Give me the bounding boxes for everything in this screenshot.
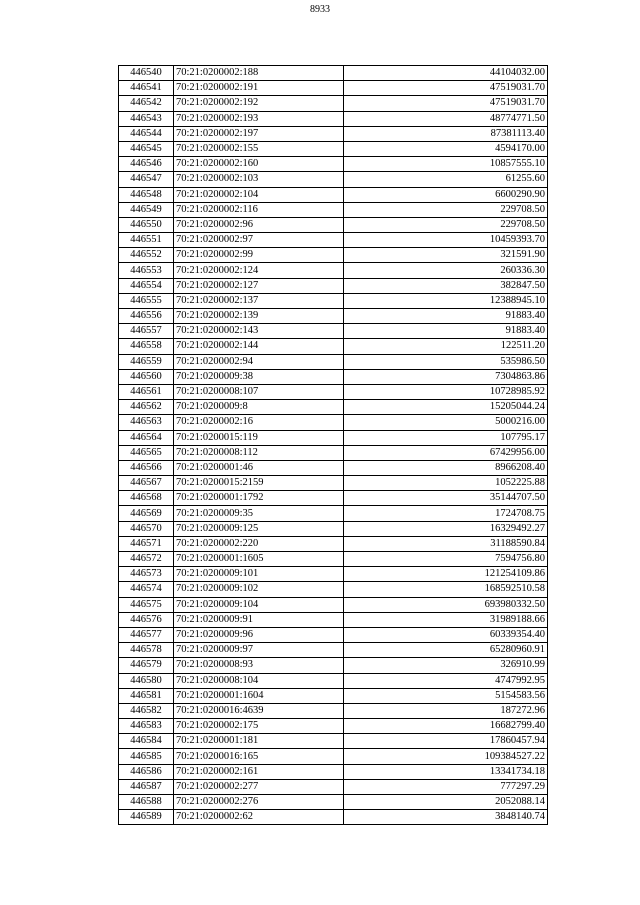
value-cell: 47519031.70 bbox=[344, 96, 548, 111]
row-number-cell: 446546 bbox=[119, 157, 174, 172]
table-row bbox=[119, 719, 548, 734]
table-row bbox=[119, 703, 548, 718]
table-row bbox=[119, 81, 548, 96]
cadastral-number-cell: 70:21:0200001:46 bbox=[174, 460, 344, 475]
table-row bbox=[119, 111, 548, 126]
value-cell: 15205044.24 bbox=[344, 400, 548, 415]
row-number-cell: 446541 bbox=[119, 81, 174, 96]
row-number-cell: 446550 bbox=[119, 217, 174, 232]
row-number-cell: 446555 bbox=[119, 293, 174, 308]
row-number-cell: 446548 bbox=[119, 187, 174, 202]
cadastral-number-cell: 70:21:0200002:191 bbox=[174, 81, 344, 96]
value-cell: 10857555.10 bbox=[344, 157, 548, 172]
row-number-cell: 446578 bbox=[119, 643, 174, 658]
cadastral-number-cell: 70:21:0200002:97 bbox=[174, 233, 344, 248]
row-number-cell: 446560 bbox=[119, 369, 174, 384]
row-number-cell: 446569 bbox=[119, 506, 174, 521]
value-cell: 168592510.58 bbox=[344, 582, 548, 597]
cadastral-number-cell: 70:21:0200002:127 bbox=[174, 278, 344, 293]
table-row bbox=[119, 673, 548, 688]
row-number-cell: 446576 bbox=[119, 612, 174, 627]
cadastral-number-cell: 70:21:0200008:107 bbox=[174, 384, 344, 399]
table-row bbox=[119, 217, 548, 232]
table-row bbox=[119, 233, 548, 248]
cadastral-number-cell: 70:21:0200002:94 bbox=[174, 354, 344, 369]
table-row bbox=[119, 552, 548, 567]
row-number-cell: 446584 bbox=[119, 734, 174, 749]
row-number-cell: 446574 bbox=[119, 582, 174, 597]
cadastral-number-cell: 70:21:0200009:97 bbox=[174, 643, 344, 658]
value-cell: 48774771.50 bbox=[344, 111, 548, 126]
value-cell: 121254109.86 bbox=[344, 567, 548, 582]
row-number-cell: 446559 bbox=[119, 354, 174, 369]
table-row bbox=[119, 309, 548, 324]
value-cell: 107795.17 bbox=[344, 430, 548, 445]
table-row bbox=[119, 597, 548, 612]
row-number-cell: 446557 bbox=[119, 324, 174, 339]
cadastral-number-cell: 70:21:0200002:276 bbox=[174, 795, 344, 810]
value-cell: 321591.90 bbox=[344, 248, 548, 263]
table-row bbox=[119, 627, 548, 642]
row-number-cell: 446549 bbox=[119, 202, 174, 217]
cadastral-number-cell: 70:21:0200009:91 bbox=[174, 612, 344, 627]
row-number-cell: 446583 bbox=[119, 719, 174, 734]
row-number-cell: 446545 bbox=[119, 141, 174, 156]
table-row bbox=[119, 172, 548, 187]
cadastral-number-cell: 70:21:0200002:99 bbox=[174, 248, 344, 263]
value-cell: 7594756.80 bbox=[344, 552, 548, 567]
value-cell: 10459393.70 bbox=[344, 233, 548, 248]
row-number-cell: 446558 bbox=[119, 339, 174, 354]
table-row bbox=[119, 795, 548, 810]
row-number-cell: 446564 bbox=[119, 430, 174, 445]
cadastral-value-table bbox=[118, 65, 548, 825]
cadastral-number-cell: 70:21:0200009:102 bbox=[174, 582, 344, 597]
row-number-cell: 446581 bbox=[119, 688, 174, 703]
table-row bbox=[119, 764, 548, 779]
row-number-cell: 446571 bbox=[119, 536, 174, 551]
table-row bbox=[119, 430, 548, 445]
value-cell: 31188590.84 bbox=[344, 536, 548, 551]
value-cell: 229708.50 bbox=[344, 202, 548, 217]
table-row bbox=[119, 369, 548, 384]
table-row bbox=[119, 187, 548, 202]
cadastral-number-cell: 70:21:0200009:38 bbox=[174, 369, 344, 384]
value-cell: 47519031.70 bbox=[344, 81, 548, 96]
value-cell: 1052225.88 bbox=[344, 476, 548, 491]
value-cell: 65280960.91 bbox=[344, 643, 548, 658]
value-cell: 67429956.00 bbox=[344, 445, 548, 460]
cadastral-number-cell: 70:21:0200002:188 bbox=[174, 66, 344, 81]
row-number-cell: 446566 bbox=[119, 460, 174, 475]
table-row bbox=[119, 749, 548, 764]
table-row bbox=[119, 476, 548, 491]
cadastral-number-cell: 70:21:0200002:277 bbox=[174, 779, 344, 794]
table-row bbox=[119, 582, 548, 597]
cadastral-number-cell: 70:21:0200009:125 bbox=[174, 521, 344, 536]
row-number-cell: 446552 bbox=[119, 248, 174, 263]
table-row bbox=[119, 521, 548, 536]
cadastral-number-cell: 70:21:0200001:181 bbox=[174, 734, 344, 749]
row-number-cell: 446568 bbox=[119, 491, 174, 506]
table-row bbox=[119, 734, 548, 749]
row-number-cell: 446588 bbox=[119, 795, 174, 810]
cadastral-number-cell: 70:21:0200009:101 bbox=[174, 567, 344, 582]
table-row bbox=[119, 141, 548, 156]
cadastral-number-cell: 70:21:0200002:193 bbox=[174, 111, 344, 126]
cadastral-number-cell: 70:21:0200002:104 bbox=[174, 187, 344, 202]
row-number-cell: 446582 bbox=[119, 703, 174, 718]
cadastral-number-cell: 70:21:0200008:104 bbox=[174, 673, 344, 688]
cadastral-number-cell: 70:21:0200008:112 bbox=[174, 445, 344, 460]
value-cell: 5000216.00 bbox=[344, 415, 548, 430]
table-row bbox=[119, 293, 548, 308]
cadastral-number-cell: 70:21:0200002:155 bbox=[174, 141, 344, 156]
cadastral-number-cell: 70:21:0200002:160 bbox=[174, 157, 344, 172]
cadastral-number-cell: 70:21:0200015:119 bbox=[174, 430, 344, 445]
value-cell: 535986.50 bbox=[344, 354, 548, 369]
table-row bbox=[119, 126, 548, 141]
page-number: 8933 bbox=[310, 4, 330, 15]
row-number-cell: 446542 bbox=[119, 96, 174, 111]
cadastral-number-cell: 70:21:0200009:35 bbox=[174, 506, 344, 521]
value-cell: 91883.40 bbox=[344, 309, 548, 324]
value-cell: 2052088.14 bbox=[344, 795, 548, 810]
value-cell: 1724708.75 bbox=[344, 506, 548, 521]
row-number-cell: 446540 bbox=[119, 66, 174, 81]
row-number-cell: 446547 bbox=[119, 172, 174, 187]
cadastral-number-cell: 70:21:0200015:2159 bbox=[174, 476, 344, 491]
table-row bbox=[119, 567, 548, 582]
table-row bbox=[119, 810, 548, 825]
value-cell: 187272.96 bbox=[344, 703, 548, 718]
value-cell: 87381113.40 bbox=[344, 126, 548, 141]
cadastral-number-cell: 70:21:0200016:165 bbox=[174, 749, 344, 764]
value-cell: 16682799.40 bbox=[344, 719, 548, 734]
table-row bbox=[119, 278, 548, 293]
table-row bbox=[119, 324, 548, 339]
table-row bbox=[119, 202, 548, 217]
cadastral-number-cell: 70:21:0200002:144 bbox=[174, 339, 344, 354]
row-number-cell: 446561 bbox=[119, 384, 174, 399]
table-row bbox=[119, 445, 548, 460]
row-number-cell: 446580 bbox=[119, 673, 174, 688]
value-cell: 44104032.00 bbox=[344, 66, 548, 81]
value-cell: 10728985.92 bbox=[344, 384, 548, 399]
table-row bbox=[119, 157, 548, 172]
table-body bbox=[119, 66, 548, 825]
value-cell: 91883.40 bbox=[344, 324, 548, 339]
table-row bbox=[119, 536, 548, 551]
row-number-cell: 446554 bbox=[119, 278, 174, 293]
row-number-cell: 446585 bbox=[119, 749, 174, 764]
table-row bbox=[119, 66, 548, 81]
table-row bbox=[119, 415, 548, 430]
value-cell: 122511.20 bbox=[344, 339, 548, 354]
row-number-cell: 446570 bbox=[119, 521, 174, 536]
row-number-cell: 446575 bbox=[119, 597, 174, 612]
value-cell: 31989188.66 bbox=[344, 612, 548, 627]
row-number-cell: 446573 bbox=[119, 567, 174, 582]
table-row bbox=[119, 400, 548, 415]
value-cell: 326910.99 bbox=[344, 658, 548, 673]
value-cell: 16329492.27 bbox=[344, 521, 548, 536]
cadastral-number-cell: 70:21:0200009:104 bbox=[174, 597, 344, 612]
value-cell: 777297.29 bbox=[344, 779, 548, 794]
cadastral-number-cell: 70:21:0200002:103 bbox=[174, 172, 344, 187]
table-row bbox=[119, 779, 548, 794]
value-cell: 4594170.00 bbox=[344, 141, 548, 156]
row-number-cell: 446551 bbox=[119, 233, 174, 248]
value-cell: 3848140.74 bbox=[344, 810, 548, 825]
row-number-cell: 446563 bbox=[119, 415, 174, 430]
row-number-cell: 446543 bbox=[119, 111, 174, 126]
table-row bbox=[119, 506, 548, 521]
row-number-cell: 446579 bbox=[119, 658, 174, 673]
table-row bbox=[119, 354, 548, 369]
cadastral-number-cell: 70:21:0200001:1604 bbox=[174, 688, 344, 703]
value-cell: 7304863.86 bbox=[344, 369, 548, 384]
cadastral-number-cell: 70:21:0200002:175 bbox=[174, 719, 344, 734]
row-number-cell: 446544 bbox=[119, 126, 174, 141]
table-row bbox=[119, 643, 548, 658]
cadastral-number-cell: 70:21:0200001:1605 bbox=[174, 552, 344, 567]
cadastral-number-cell: 70:21:0200001:1792 bbox=[174, 491, 344, 506]
value-cell: 35144707.50 bbox=[344, 491, 548, 506]
row-number-cell: 446556 bbox=[119, 309, 174, 324]
table-row bbox=[119, 248, 548, 263]
table-row bbox=[119, 384, 548, 399]
cadastral-number-cell: 70:21:0200016:4639 bbox=[174, 703, 344, 718]
value-cell: 17860457.94 bbox=[344, 734, 548, 749]
table-row bbox=[119, 96, 548, 111]
cadastral-number-cell: 70:21:0200002:161 bbox=[174, 764, 344, 779]
cadastral-number-cell: 70:21:0200002:62 bbox=[174, 810, 344, 825]
row-number-cell: 446572 bbox=[119, 552, 174, 567]
cadastral-number-cell: 70:21:0200002:137 bbox=[174, 293, 344, 308]
value-cell: 5154583.56 bbox=[344, 688, 548, 703]
value-cell: 60339354.40 bbox=[344, 627, 548, 642]
cadastral-number-cell: 70:21:0200002:192 bbox=[174, 96, 344, 111]
value-cell: 12388945.10 bbox=[344, 293, 548, 308]
value-cell: 382847.50 bbox=[344, 278, 548, 293]
row-number-cell: 446589 bbox=[119, 810, 174, 825]
row-number-cell: 446565 bbox=[119, 445, 174, 460]
table-row bbox=[119, 339, 548, 354]
value-cell: 13341734.18 bbox=[344, 764, 548, 779]
cadastral-number-cell: 70:21:0200002:139 bbox=[174, 309, 344, 324]
row-number-cell: 446553 bbox=[119, 263, 174, 278]
row-number-cell: 446586 bbox=[119, 764, 174, 779]
cadastral-number-cell: 70:21:0200009:96 bbox=[174, 627, 344, 642]
cadastral-number-cell: 70:21:0200002:143 bbox=[174, 324, 344, 339]
value-cell: 693980332.50 bbox=[344, 597, 548, 612]
cadastral-number-cell: 70:21:0200002:16 bbox=[174, 415, 344, 430]
row-number-cell: 446562 bbox=[119, 400, 174, 415]
table-row bbox=[119, 688, 548, 703]
cadastral-number-cell: 70:21:0200009:8 bbox=[174, 400, 344, 415]
cadastral-number-cell: 70:21:0200002:220 bbox=[174, 536, 344, 551]
row-number-cell: 446567 bbox=[119, 476, 174, 491]
value-cell: 260336.30 bbox=[344, 263, 548, 278]
value-cell: 109384527.22 bbox=[344, 749, 548, 764]
table-row bbox=[119, 263, 548, 278]
value-cell: 61255.60 bbox=[344, 172, 548, 187]
cadastral-number-cell: 70:21:0200002:124 bbox=[174, 263, 344, 278]
value-cell: 8966208.40 bbox=[344, 460, 548, 475]
row-number-cell: 446577 bbox=[119, 627, 174, 642]
table-row bbox=[119, 612, 548, 627]
table-row bbox=[119, 460, 548, 475]
table-row bbox=[119, 658, 548, 673]
row-number-cell: 446587 bbox=[119, 779, 174, 794]
cadastral-number-cell: 70:21:0200002:197 bbox=[174, 126, 344, 141]
cadastral-number-cell: 70:21:0200002:116 bbox=[174, 202, 344, 217]
cadastral-number-cell: 70:21:0200002:96 bbox=[174, 217, 344, 232]
cadastral-number-cell: 70:21:0200008:93 bbox=[174, 658, 344, 673]
value-cell: 229708.50 bbox=[344, 217, 548, 232]
value-cell: 6600290.90 bbox=[344, 187, 548, 202]
table-row bbox=[119, 491, 548, 506]
value-cell: 4747992.95 bbox=[344, 673, 548, 688]
